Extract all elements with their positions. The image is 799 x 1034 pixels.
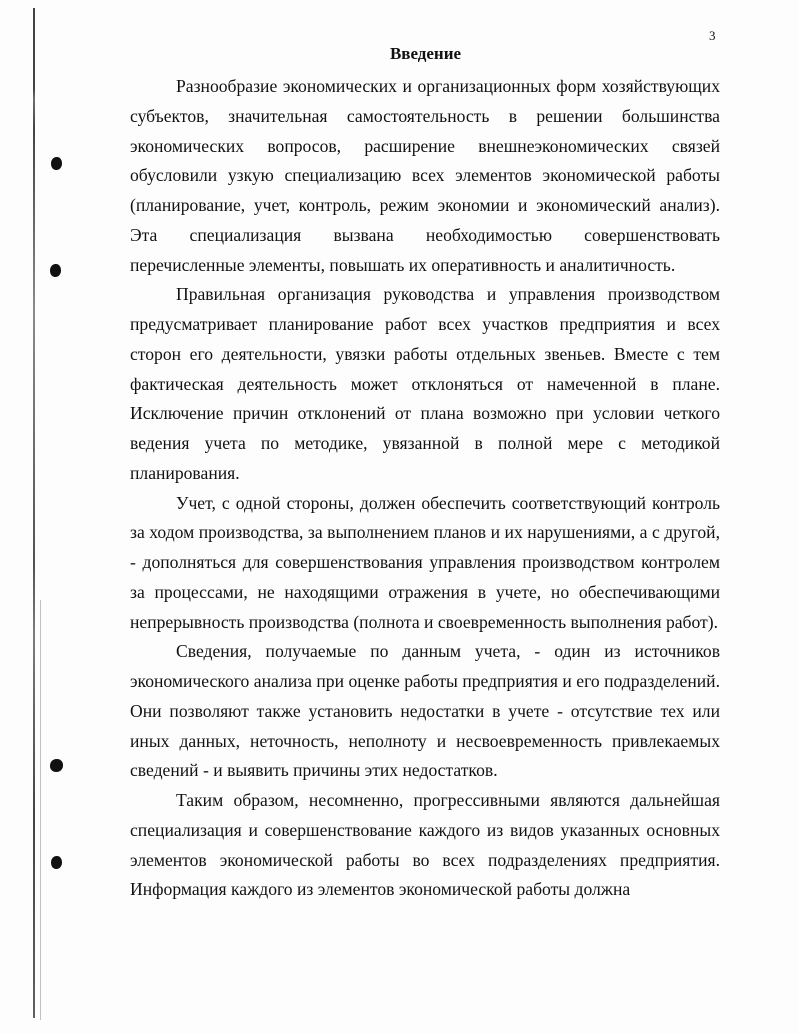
scan-margin-line-secondary — [40, 600, 41, 1020]
binding-hole-mark — [50, 264, 61, 277]
page-number: 3 — [709, 28, 716, 43]
document-body — [130, 72, 720, 905]
paragraph: Правильная организация руководства и управления производством предусматривает планирование работ всех участков предприятия и всех сторон его деятельности, увязки работы отдельных звеньев. Вместе с тем фактическая деятельность может отклоняться от намеченной в плане. Исключение причин отклонений от плана возможно при условии четкого ведения учета по методике, увязанной в полной мере с методикой планирования. — [130, 284, 720, 483]
page-title: Введение — [389, 44, 462, 63]
binding-hole-mark — [51, 157, 62, 170]
paragraph: Сведения, получаемые по данным учета, - один из источников экономического анализа при оценке работы предприятия и его подразделений. Они позволяют также установить недостатки в учете - отсутствие тех или иных данных, неточность, неполноту и несвоевременность привлекаемых сведений - и выявить причины этих недостатков. — [130, 641, 720, 781]
paragraph: Разнообразие экономических и организационных форм хозяйствующих субъектов, значительная самостоятельность в решении большинства экономических вопросов, расширение внешнеэкономических связей обусловили узкую специализацию всех элементов экономической работы (планирование, учет, контроль, режим экономии и экономический анализ). Эта специализация вызвана необходимостью совершенствовать перечисленные элементы, повышать их оперативность и аналитичность. — [130, 76, 720, 275]
paragraph: Таким образом, несомненно, прогрессивными являются дальнейшая специализация и совершенствование каждого из видов указанных основных элементов экономической работы во всех подразделениях предприятия. Информация каждого из элементов экономической работы должна — [130, 790, 720, 900]
binding-hole-mark — [50, 759, 63, 772]
paragraph: Учет, с одной стороны, должен обеспечить соответствующий контроль за ходом производства, за выполнением планов и их нарушениями, а с другой, - дополняться для совершенствования управления производством контролем за процессами, не находящими отражения в учете, но обеспечивающими непрерывность производства (полнота и своевременность выполнения работ). — [130, 492, 720, 632]
scan-margin-line — [33, 8, 35, 1018]
binding-hole-mark — [51, 856, 62, 869]
